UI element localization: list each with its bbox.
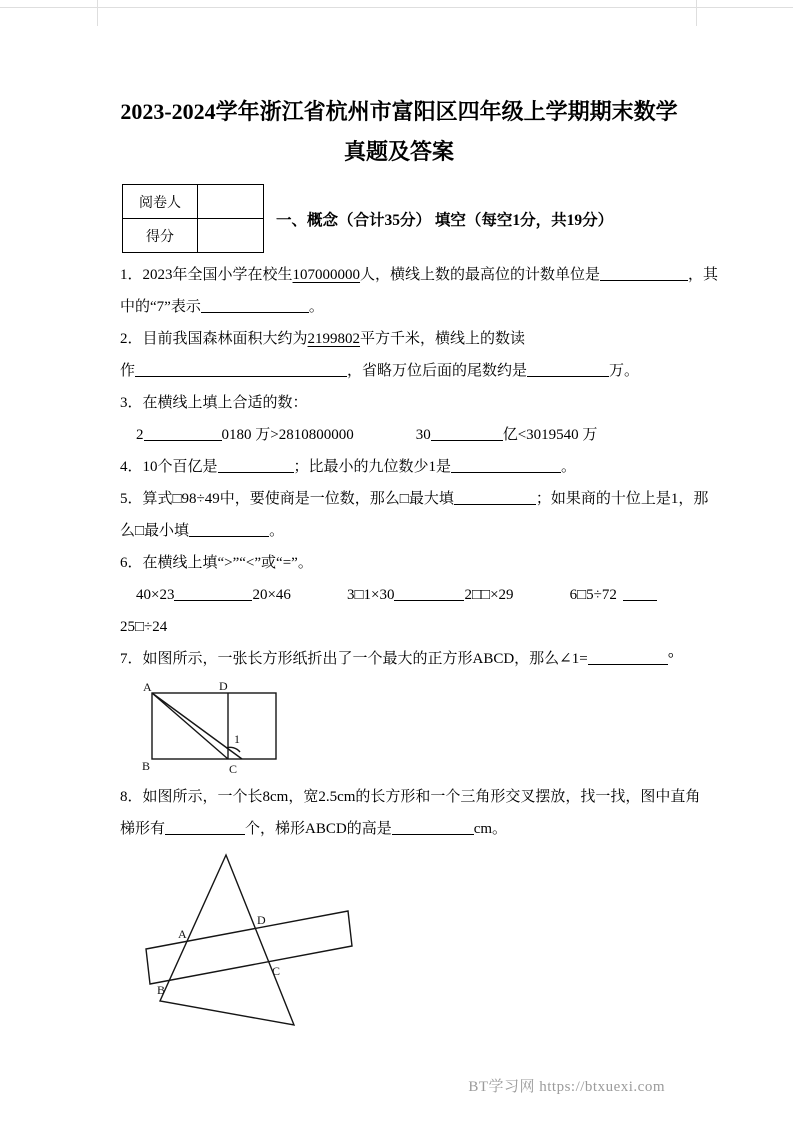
question-text: 40×23 — [136, 587, 175, 603]
question-text: 3□1×30 — [346, 587, 395, 603]
question-line — [120, 483, 709, 515]
question-line — [120, 781, 701, 813]
answer-blank[interactable] — [454, 490, 536, 505]
question-line — [120, 579, 678, 611]
question-text: 2□□×29 — [464, 587, 514, 603]
answer-blank[interactable] — [527, 362, 609, 377]
question-4 — [120, 451, 678, 483]
question-text: 万。 — [609, 363, 640, 379]
question-3 — [120, 387, 678, 451]
question-line — [120, 451, 678, 483]
question-line — [120, 419, 678, 451]
question-7 — [120, 643, 678, 675]
question-line — [120, 355, 678, 387]
answer-blank[interactable] — [451, 458, 561, 473]
question-text: 25□÷24 — [120, 619, 168, 635]
question-text: cm。 — [473, 821, 508, 837]
figure-triangle-rectangle-cross — [142, 849, 678, 1035]
grader-table — [122, 184, 264, 253]
question-text: 么□最小填 — [120, 523, 190, 539]
question-6 — [120, 547, 678, 643]
question-text: 。 — [561, 459, 577, 475]
question-line — [120, 323, 678, 355]
vertex-label-d: D — [219, 679, 228, 693]
spacer — [514, 598, 570, 599]
question-text: ，省略万位后面的尾数约是 — [347, 363, 528, 379]
question-text: 2199802 — [307, 331, 361, 347]
score-row — [123, 219, 264, 253]
question-text: ° — [667, 651, 674, 667]
answer-blank[interactable] — [623, 586, 657, 601]
margin-mark-left — [97, 0, 98, 26]
angle-label-1: 1 — [234, 732, 240, 746]
grader-row — [123, 185, 264, 219]
question-line — [120, 515, 678, 547]
grader-value-cell[interactable] — [198, 185, 264, 219]
question-line — [120, 813, 678, 845]
vertex-label-b: B — [157, 983, 166, 997]
question-text: 107000000 — [292, 267, 361, 283]
answer-blank[interactable] — [394, 586, 464, 601]
answer-blank[interactable] — [201, 298, 309, 313]
question-text: 2 — [136, 427, 144, 443]
question-text: ；比最小的九位数少1是 — [293, 459, 452, 475]
vertex-label-c: C — [272, 964, 281, 978]
margin-mark-right — [696, 0, 697, 26]
question-2 — [120, 323, 678, 387]
question-text: 梯形有 — [120, 821, 166, 837]
question-line — [120, 259, 719, 291]
answer-blank[interactable] — [600, 266, 688, 281]
exam-title-line2: 真题及答案 — [343, 139, 454, 164]
question-text: 30 — [415, 427, 431, 443]
spacer — [291, 598, 347, 599]
question-text: 4．10个百亿是 — [120, 459, 218, 475]
question-line — [120, 387, 678, 419]
rectangle-outline — [152, 693, 276, 759]
vertex-label-c: C — [229, 762, 238, 775]
answer-blank[interactable] — [174, 586, 252, 601]
question-text: 6．在横线上填“>”“<”或“=”。 — [120, 555, 313, 571]
question-text: 6□5÷72 — [569, 587, 617, 603]
question-5 — [120, 483, 709, 547]
question-text: 。 — [308, 299, 324, 315]
question-line — [120, 611, 678, 643]
answer-blank[interactable] — [431, 426, 503, 441]
question-line — [120, 547, 678, 579]
question-8 — [120, 781, 701, 845]
section-heading: 一、概念（合计35分） 填空（每空1分，共19分） — [276, 211, 614, 229]
footer-watermark: BT学习网 https://btxuexi.com — [468, 1079, 665, 1095]
question-text: 20×46 — [252, 587, 291, 603]
answer-blank[interactable] — [165, 820, 245, 835]
question-text: ；如果商的十位上是1，那 — [535, 491, 709, 507]
question-line — [120, 643, 678, 675]
question-text: 中的“7”表示 — [120, 299, 201, 315]
diagonal-line-1 — [152, 693, 228, 759]
question-text: ，其 — [688, 267, 719, 283]
question-line — [120, 291, 678, 323]
answer-blank[interactable] — [135, 362, 347, 377]
grader-label: 阅卷人 — [123, 185, 198, 219]
answer-blank[interactable] — [144, 426, 222, 441]
question-text: 3．在横线上填上合适的数： — [120, 395, 308, 411]
question-text: 2．目前我国森林面积大约为 — [120, 331, 308, 347]
question-text: 5．算式□98÷49中，要使商是一位数，那么□最大填 — [120, 491, 454, 507]
question-1 — [120, 259, 719, 323]
question-text: 。 — [269, 523, 285, 539]
questions-container — [120, 259, 719, 1035]
vertex-label-d: D — [257, 913, 266, 927]
question-text: 人，横线上数的最高位的计数单位是 — [360, 267, 601, 283]
page-content — [120, 92, 719, 1041]
grader-section-row — [122, 184, 678, 253]
answer-blank[interactable] — [588, 650, 668, 665]
figure-folded-rectangle — [142, 679, 678, 775]
vertex-label-a: A — [143, 680, 152, 694]
question-text: 1．2023年全国小学在校生 — [120, 267, 293, 283]
question-text: 0180 万>2810800000 — [221, 427, 354, 443]
answer-blank[interactable] — [218, 458, 294, 473]
vertex-label-a: A — [178, 927, 187, 941]
tilted-rectangle-outline — [146, 911, 352, 984]
vertex-label-b: B — [142, 759, 151, 773]
page-top-border — [0, 7, 793, 8]
question-text: 8．如图所示，一个长8cm，宽2.5cm的长方形和一个三角形交叉摆放，找一找，图中直角 — [120, 789, 701, 805]
answer-blank[interactable] — [392, 820, 474, 835]
exam-title-line1: 2023-2024学年浙江省杭州市富阳区四年级上学期期末数学 — [120, 99, 678, 124]
answer-blank[interactable] — [189, 522, 269, 537]
question-text: 亿<3019540 万 — [502, 427, 598, 443]
question-text: 平方千米，横线上的数读 — [360, 331, 526, 347]
score-label: 得分 — [123, 219, 198, 253]
spacer — [354, 438, 416, 439]
question-text: 作 — [120, 363, 136, 379]
question-text: 个，梯形ABCD的高是 — [245, 821, 392, 837]
score-value-cell[interactable] — [198, 219, 264, 253]
question-text: 7．如图所示，一张长方形纸折出了一个最大的正方形ABCD，那么∠1= — [120, 651, 588, 667]
